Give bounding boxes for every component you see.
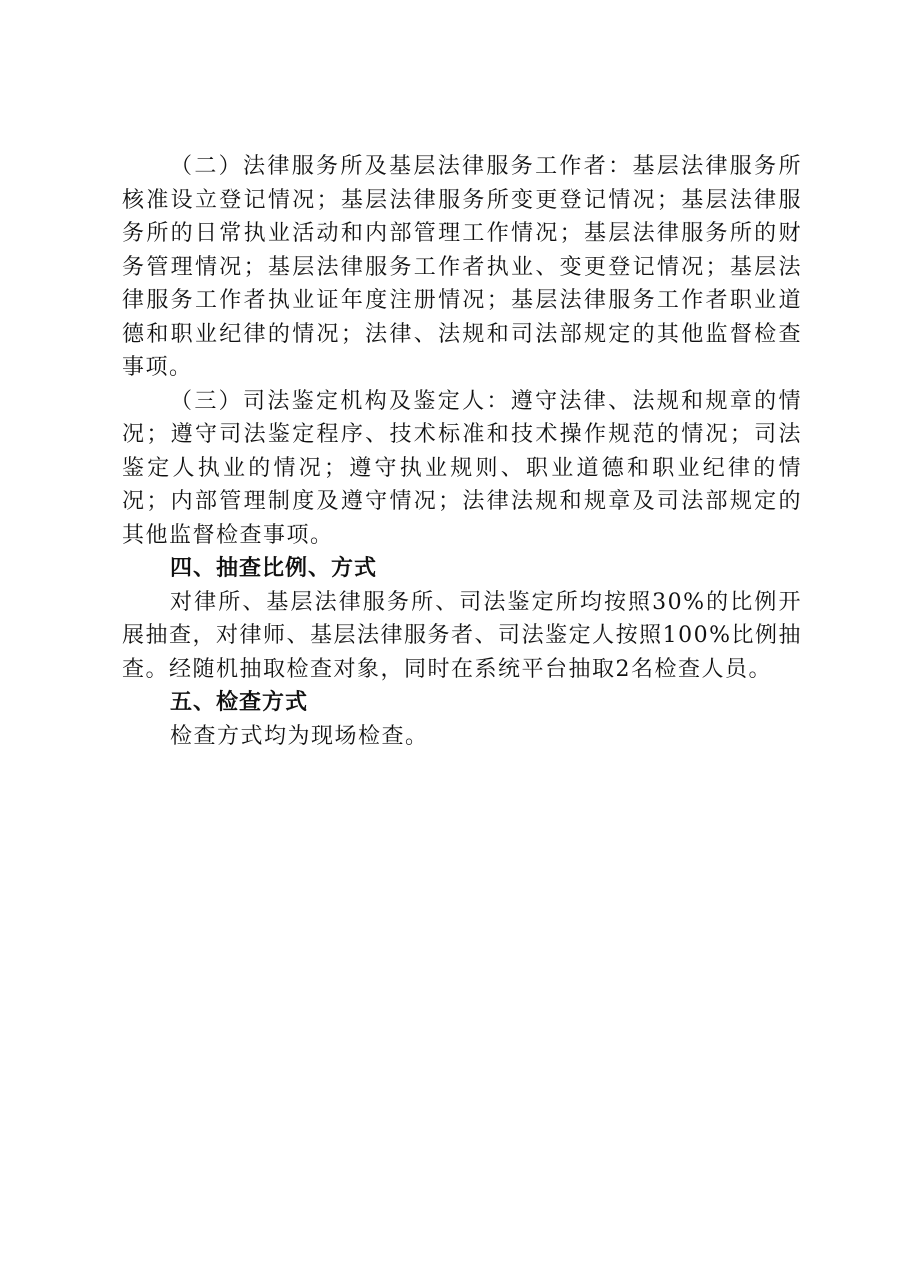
heading-sampling-ratio: 四、抽查比例、方式: [170, 556, 378, 581]
paragraph-inspection-method: 检查方式均为现场检查。: [170, 723, 429, 749]
paragraph-section-2: （二）法律服务所及基层法律服务工作者：基层法律服务所核准设立登记情况；基层法律服务所变更登记情况；基层法律服务所的日常执业活动和内部管理工作情况；基层法律服务所的财务管理情况；基层法律服务工作者执业、变更登记情况；基层法律服务工作者执业证年度注册情况；基层法律服务工作者职业道德和职业纪律的情况；法律、法规和司法部规定的其他监督检查事项。: [122, 154, 802, 380]
heading-inspection-method: 五、检查方式: [170, 690, 309, 715]
paragraph-section-3: （三）司法鉴定机构及鉴定人：遵守法律、法规和规章的情况；遵守司法鉴定程序、技术标准和技术操作规范的情况；司法鉴定人执业的情况；遵守执业规则、职业道德和职业纪律的情况；内部管理制度及遵守情况；法律法规和规章及司法部规定的其他监督检查事项。: [122, 388, 802, 548]
document-body: [122, 150, 802, 753]
paragraph-sampling-ratio: 对律所、基层法律服务所、司法鉴定所均按照30%的比例开展抽查，对律师、基层法律服务者、司法鉴定人按照100%比例抽查。经随机抽取检查对象，同时在系统平台抽取2名检查人员。: [122, 589, 802, 682]
